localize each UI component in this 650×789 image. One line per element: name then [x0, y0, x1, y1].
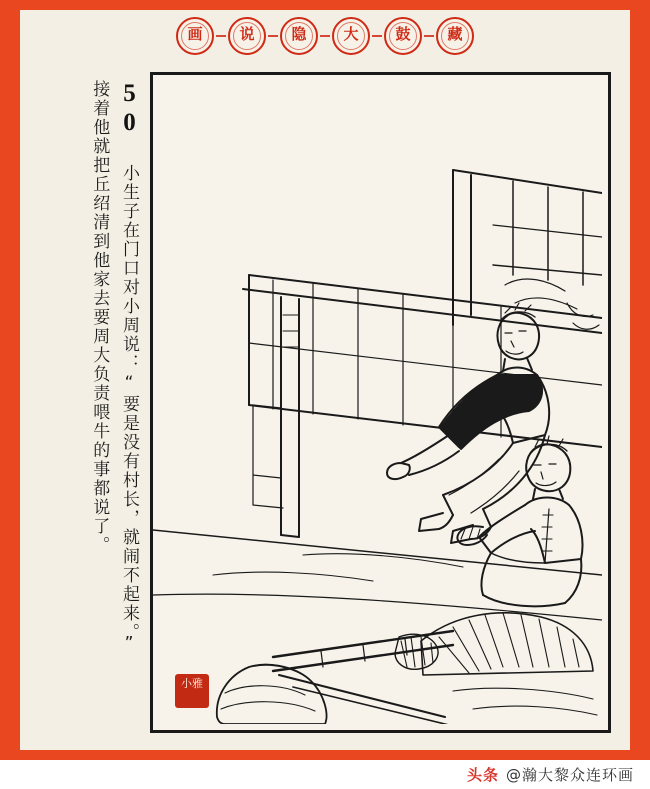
caption-line-2: 接着他就把丘绍清到他家去要周大负责喂牛的事都说了。: [89, 80, 110, 555]
caption-line-1-column: [112, 80, 146, 700]
artist-seal: 小雅: [175, 674, 209, 708]
seal-stamp-6: 藏: [436, 17, 474, 55]
caption-block: [76, 80, 146, 720]
caption-number: 50: [116, 80, 143, 138]
watermark-username: @瀚大黎众连环画: [505, 766, 634, 784]
illustration-artwork: [153, 75, 602, 724]
seal-stamp-5: 鼓: [384, 17, 422, 55]
watermark-bar: [0, 760, 650, 789]
page-border-right: [630, 0, 650, 760]
caption-line-2-column: [87, 80, 110, 680]
seal-stamp-3: 隐: [280, 17, 318, 55]
seal-connector: [372, 35, 382, 37]
page-border-top: [0, 0, 650, 10]
seal-connector: [424, 35, 434, 37]
paper-surface: [20, 10, 630, 750]
seal-connector: [320, 35, 330, 37]
seal-connector: [216, 35, 226, 37]
seal-stamp-1: 画: [176, 17, 214, 55]
toutiao-logo: 头条: [466, 766, 499, 784]
illustration-panel: [150, 72, 611, 733]
page-border-bottom: [0, 750, 650, 760]
page-border-left: [0, 0, 20, 760]
caption-line-1: 小生子在门口对小周说：“要是没有村长，就闹不起来。”: [119, 164, 139, 656]
seal-banner: [20, 10, 630, 62]
seal-stamp-2: 说: [228, 17, 266, 55]
seal-connector: [268, 35, 278, 37]
seal-stamp-4: 大: [332, 17, 370, 55]
